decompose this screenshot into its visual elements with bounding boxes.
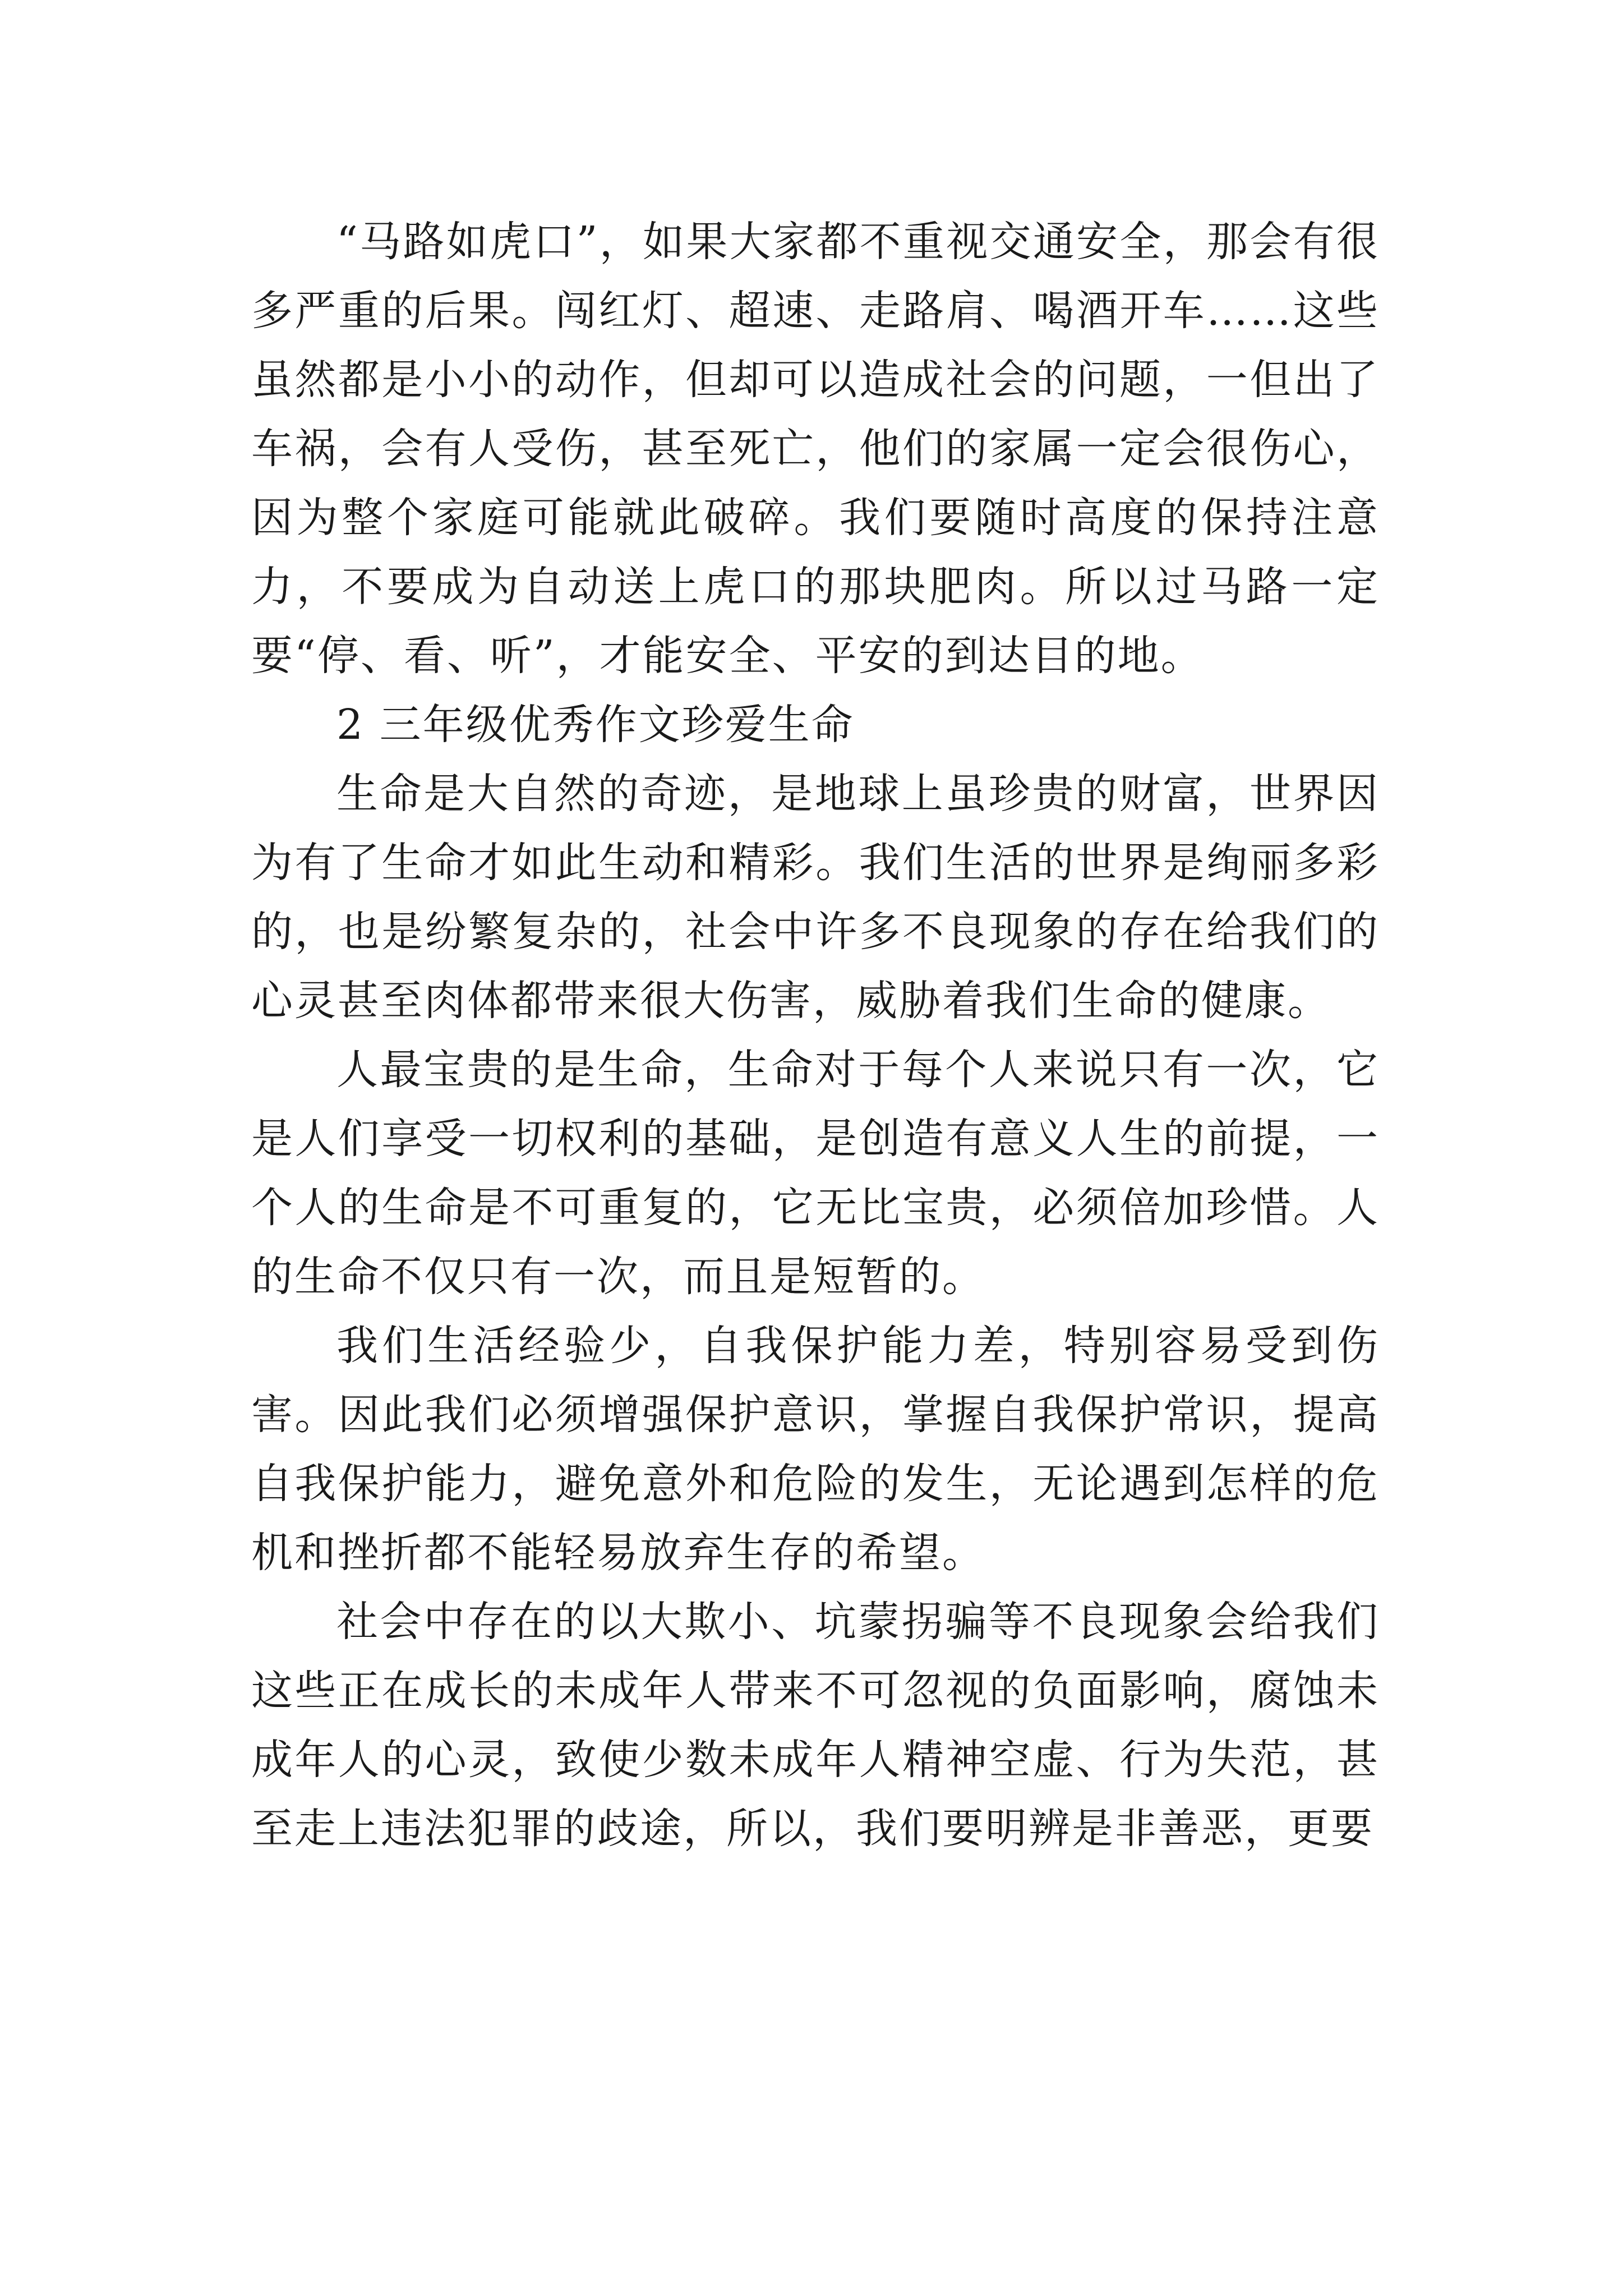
document-body xyxy=(251,208,1380,1864)
paragraph-traffic-safety: “马路如虎口”，如果大家都不重视交通安全，那会有很多严重的后果。闯红灯、超速、走路肩、喝酒开车……这些虽然都是小小的动作，但却可以造成社会的问题，一但出了车祸，会有人受伤，甚至死亡，他们的家属一定会很伤心，因为整个家庭可能就此破碎。我们要随时高度的保持注意力，不要成为自动送上虎口的那块肥肉。所以过马路一定要“停、看、听”，才能安全、平安的到达目的地。 xyxy=(251,218,1380,680)
essay-title: 2 三年级优秀作文珍爱生命 xyxy=(336,701,855,749)
paragraph-life-precious: 人最宝贵的是生命，生命对于每个人来说只有一次，它是人们享受一切权利的基础，是创造有意义人生的前提，一个人的生命是不可重复的，它无比宝贵，必须倍加珍惜。人的生命不仅只有一次，而且是短暂的。 xyxy=(251,1046,1380,1301)
paragraph-social-influence: 社会中存在的以大欺小、坑蒙拐骗等不良现象会给我们这些正在成长的未成年人带来不可忽视的负面影响，腐蚀未成年人的心灵，致使少数未成年人精神空虚、行为失范，甚至走上违法犯罪的歧途，所以，我们要明辨是非善恶，更要 xyxy=(251,1598,1380,1853)
paragraph-life-miracle: 生命是大自然的奇迹，是地球上虽珍贵的财富，世界因为有了生命才如此生动和精彩。我们生活的世界是绚丽多彩的，也是纷繁复杂的，社会中许多不良现象的存在给我们的心灵甚至肉体都带来很大伤害，威胁着我们生命的健康。 xyxy=(251,770,1380,1025)
paragraph-self-protection: 我们生活经验少，自我保护能力差，特别容易受到伤害。因此我们必须增强保护意识，掌握自我保护常识，提高自我保护能力，避免意外和危险的发生，无论遇到怎样的危机和挫折都不能轻易放弃生存的希望。 xyxy=(251,1322,1380,1577)
